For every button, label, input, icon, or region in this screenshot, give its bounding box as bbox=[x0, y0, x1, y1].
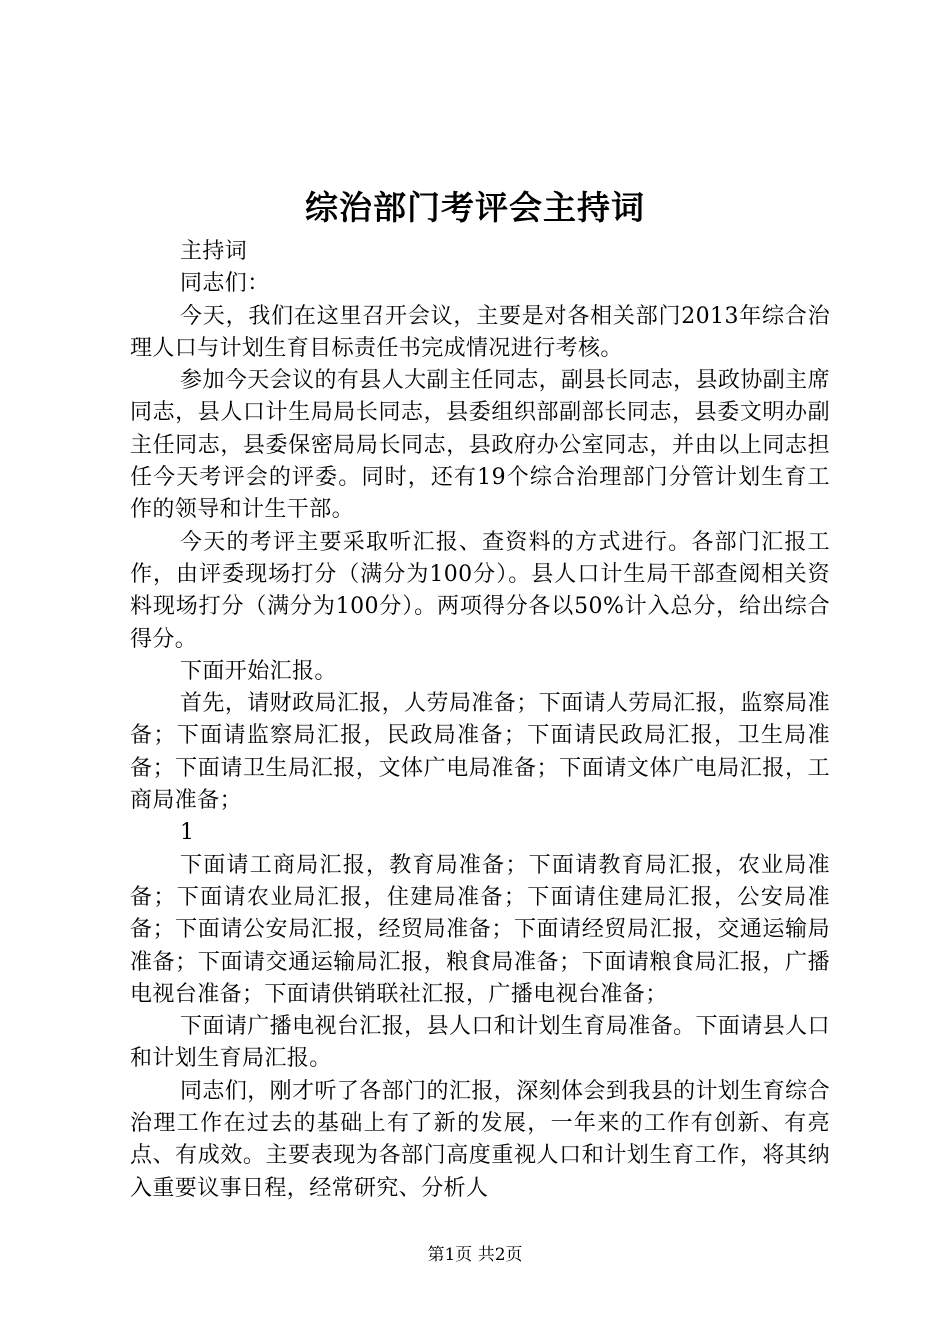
paragraph: 下面请广播电视台汇报，县人口和计划生育局准备。下面请县人口和计划生育局汇报。 bbox=[130, 1014, 830, 1072]
paragraph: 主持词 bbox=[180, 239, 248, 264]
page-footer: 第1页 共2页 bbox=[427, 1245, 523, 1265]
paragraph: 参加今天会议的有县人大副主任同志，副县长同志，县政协副主席同志，县人口计生局局长同志，县委组织部副部长同志，县委文明办副主任同志，县委保密局局长同志，县政府办公室同志，并由以上同志担任今天考评会的评委。同时，还有19个综合治理部门分管计划生育工作的领导和计生干部。 bbox=[130, 368, 830, 523]
paragraph: 同志们： bbox=[180, 271, 270, 297]
document-body bbox=[130, 236, 830, 1205]
paragraph: 1 bbox=[180, 820, 195, 846]
paragraph: 下面开始汇报。 bbox=[180, 658, 337, 684]
paragraph: 今天，我们在这里召开会议，主要是对各相关部门2013年综合治理人口与计划生育目标责任书完成情况进行考核。 bbox=[130, 303, 830, 361]
paragraph: 今天的考评主要采取听汇报、查资料的方式进行。各部门汇报工作，由评委现场打分（满分为100分）。县人口计生局干部查阅相关资料现场打分（满分为100分）。两项得分各以50%计入总分，给出综合得分。 bbox=[130, 529, 830, 652]
document-title: 综治部门考评会主持词 bbox=[305, 188, 645, 227]
paragraph: 下面请工商局汇报，教育局准备；下面请教育局汇报，农业局准备；下面请农业局汇报，住建局准备；下面请住建局汇报，公安局准备；下面请公安局汇报，经贸局准备；下面请经贸局汇报，交通运输局准备；下面请交通运输局汇报，粮食局准备；下面请粮食局汇报，广播电视台准备；下面请供销联社汇报，广播电视台准备； bbox=[130, 852, 830, 1007]
paragraph: 首先，请财政局汇报，人劳局准备；下面请人劳局汇报，监察局准备；下面请监察局汇报，民政局准备；下面请民政局汇报，卫生局准备；下面请卫生局汇报，文体广电局准备；下面请文体广电局汇报，工商局准备； bbox=[130, 691, 830, 814]
paragraph: 同志们，刚才听了各部门的汇报，深刻体会到我县的计划生育综合治理工作在过去的基础上有了新的发展，一年来的工作有创新、有亮点、有成效。主要表现为各部门高度重视人口和计划生育工作，将其纳入重要议事日程，经常研究、分析人 bbox=[130, 1078, 830, 1201]
